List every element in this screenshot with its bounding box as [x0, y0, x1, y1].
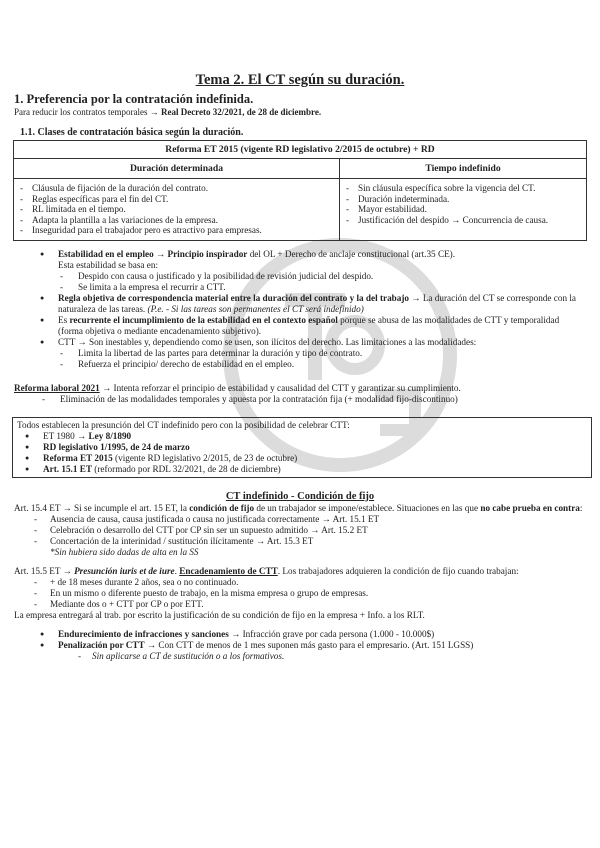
list-item: - RL limitada en el tiempo.: [20, 204, 333, 215]
art-15-5-list: [14, 577, 586, 610]
list-item: - Celebración o desarrollo del CTT por CP sin ser un supuesto admitido → Art. 15.2 ET: [34, 525, 586, 536]
list-item: - Limita la libertad de las partes para determinar la duración y tipo de contrato.: [60, 348, 586, 359]
list-item: ● Endurecimiento de infracciones y sanciones → Infracción grave por cada persona (1.000 - 10.000$): [40, 629, 586, 640]
list-item: ● Reforma ET 2015 (vigente RD legislativo 2/2015, de 23 de octubre): [25, 453, 589, 464]
list-item: - Duración indeterminada.: [346, 194, 580, 205]
section-heading-1: 1. Preferencia por la contratación indefinida.: [14, 92, 254, 106]
list-item: - Eliminación de las modalidades temporales y apuesta por la contratación fija (+ modalidad fijo-discontinuo): [42, 394, 586, 405]
table-header: Reforma ET 2015 (vigente RD legislativo 2/2015 de octubre) + RD: [14, 141, 587, 159]
art-15-4-list: [14, 514, 586, 547]
box-intro: Todos establecen la presunción del CT indefinido pero con la posibilidad de celebrar CTT:: [17, 419, 350, 430]
principles-list: [14, 249, 586, 271]
sanciones-list: [14, 629, 586, 651]
document-content: [14, 72, 586, 662]
list-item: ● Art. 15.1 ET (reformado por RDL 32/2021, de 28 de diciembre): [25, 464, 589, 475]
principles-list-2: [14, 293, 586, 348]
empresa-paragraph: La empresa entregará al trab. por escrito la justificación de su condición de fijo en la empresa + Info. a los RLT.: [14, 609, 425, 620]
list-item: - Sin aplicarse a CT de sustitución o a los formativos.: [78, 651, 586, 662]
determinada-cell: [14, 179, 340, 241]
art-15-5-paragraph: Art. 15.5 ET → Presunción iuris et de iure. Encadenamiento de CTT. Los trabajadores adquieren la condición de fijo cuando trabajan:: [14, 565, 519, 576]
list-item: - Reglas específicas para el fin del CT.: [20, 194, 333, 205]
list-item: - Cláusula de fijación de la duración del contrato.: [20, 183, 333, 194]
list-item: - Despido con causa o justificado y la posibilidad de revisión judicial del despido.: [60, 271, 586, 282]
penalizacion-sublist: [14, 651, 586, 662]
list-item: ● Estabilidad en el empleo → Principio inspirador del OL + Derecho de anclaje constitucional (art.35 CE). Esta estabilidad se basa en:: [40, 249, 586, 271]
presuncion-box: [12, 417, 592, 478]
page-title: Tema 2. El CT según su duración.: [195, 72, 405, 88]
list-item: ● Es recurrente el incumplimiento de la estabilidad en el contexto español porque se abusa de las modalidades de CTT y temporalidad (forma objetiva o mediante encadenamiento subjetivo).: [40, 315, 586, 337]
list-item: - Mayor estabilidad.: [346, 204, 580, 215]
list-item: - Sin cláusula específica sobre la vigencia del CT.: [346, 183, 580, 194]
art-15-4-paragraph: Art. 15.4 ET → Si se incumple el art. 15 ET, la condición de fijo de un trabajador se impone/establece. Situaciones en las que no cabe prueba en contra:: [14, 502, 583, 513]
list-item: - Mediante dos o + CTT por CP o por ETT.: [34, 599, 586, 610]
duration-table: [13, 140, 587, 241]
list-item: - Concertación de la interinidad / sustitución ilícitamente → Art. 15.3 ET: [34, 536, 586, 547]
list-item: ● ET 1980 → Ley 8/1890: [25, 431, 589, 442]
list-item: - Se limita a la empresa el recurrir a CTT.: [60, 282, 586, 293]
list-item: ● CTT → Son inestables y, dependiendo como se usen, son ilícitos del derecho. Las limitaciones a las modalidades:: [40, 337, 586, 348]
ctt-sublist: [14, 348, 586, 370]
list-item: - Justificación del despido → Concurrencia de causa.: [346, 215, 580, 226]
list-item: - Inseguridad para el trabajador pero es atractivo para empresas.: [20, 225, 333, 236]
column-title-determinada: Duración determinada: [14, 159, 340, 179]
list-item: ● Penalización por CTT → Con CTT de menos de 1 mes suponen más gasto para el empresario. (Art. 151 LGSS): [40, 640, 586, 651]
list-item: ● Regla objetiva de correspondencia material entre la duración del contrato y la del trabajo → La duración del CT se corresponde con la naturaleza de las tareas. (P.e. - Si las tareas son permanentes el CT será indefinido): [40, 293, 586, 315]
list-item: - Ausencia de causa, causa justificada o causa no justificada correctamente → Art. 15.1 ET: [34, 514, 586, 525]
stability-sublist: [14, 271, 586, 293]
reforma-laboral-paragraph: Reforma laboral 2021 → Intenta reforzar el principio de estabilidad y causalidad del CTT y garantizar su cumplimiento.: [14, 382, 461, 393]
list-item: ● RD legislativo 1/1995, de 24 de marzo: [25, 442, 589, 453]
list-item: - Refuerza el principio/ derecho de estabilidad en el empleo.: [60, 359, 586, 370]
column-title-indefinido: Tiempo indefinido: [340, 159, 587, 179]
section-heading-1-1: 1.1. Clases de contratación básica según la duración.: [20, 127, 244, 138]
indefinido-cell: [340, 179, 587, 241]
list-item: - + de 18 meses durante 2 años, sea o no continuado.: [34, 577, 586, 588]
section-1-intro: Para reducir los contratos temporales → Real Decreto 32/2021, de 28 de diciembre.: [14, 107, 322, 117]
list-item: - En un mismo o diferente puesto de trabajo, en la misma empresa o grupo de empresas.: [34, 588, 586, 599]
list-item: - Adapta la plantilla a las variaciones de la empresa.: [20, 215, 333, 226]
reforma-list: [14, 394, 586, 405]
ct-indefinido-heading: CT indefinido - Condición de fijo: [225, 490, 375, 502]
art-15-4-note: *Sin hubiera sido dadas de alta en la SS: [50, 546, 199, 557]
